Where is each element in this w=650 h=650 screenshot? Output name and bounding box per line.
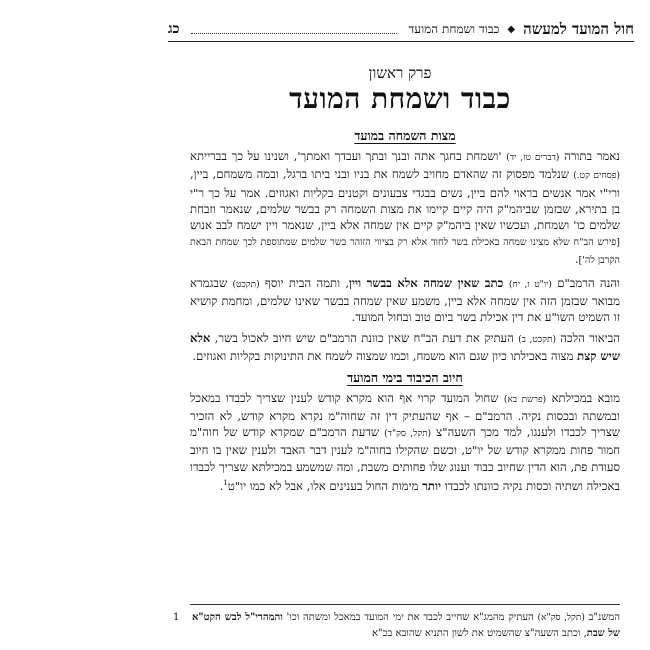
bold-text: אלא שיש קצת (190, 331, 620, 364)
text-run: שדעת הרמב"ם שמקרא קודש של חוה"מ חמור פחות ממקרא קודש של יו"ט, וכשם שהקילו בחוה"מ לענין דבר האבד ולענין שאין בו חיוב סעודת פת, הוא הדין שחיוב כבוד וענוג שלו פחותים משבת, ומה שמשמע במכילתא שצריך לכבדו באכילה ושתיה וכסות נקיה כוונתו לכבדו (190, 425, 620, 493)
paragraph (190, 275, 620, 326)
page-number: כג (168, 20, 180, 37)
text-run: שחול המועד קרוי אף הוא מקרא קודש לענין שצריך לכבדו במאכל ובמשתה ובכסות נקיה. הרמב"ם – אף שהעתיק דין זה שחוה"מ נקרא מקרא קודש, לא הזכיר שצריך לכבדו ולענגו, למד מכך השעה"צ (190, 390, 620, 440)
section-heading: מצות השמחה במועד (354, 128, 456, 143)
main-text-column (190, 124, 620, 499)
footnote-rule (190, 604, 620, 605)
text-run: העתיק את דעת הב"ח שאין כוונת הרמב"ם שיש חיוב לאכול בשר, (210, 331, 519, 346)
running-title: חול המועד למעשה (523, 19, 634, 38)
running-header (168, 18, 634, 40)
footnote-number: 1 (173, 612, 180, 623)
text-run: (תקל, סק"א) (537, 613, 585, 623)
header-rule (168, 41, 634, 42)
paragraph (190, 390, 620, 494)
text-run: והנה הרמב"ם (551, 275, 620, 290)
text-run: שנלמד מפסוק זה שהאדם מחויב לשמח את בניו ובני ביתו ברגל, ובמה משמחם, ביין, ורי"י אמר אנשים בראוי להם ביין, נשים בבגדי צבעונים וקטנים בקליות ואגוזים. אמר על כך ר"י בן בתירא, שבזמן שביהמ"ק היה קיים קיימו את מצות השמחה רק בבשר שלמים, שנאמר וזבחת שלמים כו' ושמחת, ועכשיו שאין ביהמ"ק קיים אין שמחה אלא ביין, שנאמר ויין ישמח לבב אנוש (190, 167, 620, 233)
paragraph (190, 330, 620, 364)
text-run: 'ושמחת בחגך אתה ובנך ובתך ועבדך ואמתך', ושנינו על כך בברייתא (190, 149, 507, 164)
text-run: . (219, 478, 224, 493)
chapter-title: כבוד ושמחת המועד (289, 82, 511, 115)
text-run: מצוה באכילתו כיון שגם הוא משמח, וכמו שמצוה לשמח את התינוקות בקליות ואגוזים. (192, 349, 578, 364)
text-run: [פירש הב"ח שלא מצינו שמחה באכילת בשר לחוד אלא רק בציווי הזוהר בשר שלמים שמתוספת לכך שמחת הבאת הקרבן לה'] (190, 237, 620, 267)
text-run: (פרשת בא) (503, 394, 547, 405)
bold-text: והמהרי"ל לבש הקט"א של שבת (192, 612, 620, 639)
footnote-text (192, 610, 620, 641)
text-run: מימות החול בענינים אלו, אבל לא כמו יו"ט (227, 478, 423, 493)
paragraph (190, 148, 620, 269)
chapter-number: פרק ראשון (368, 64, 432, 82)
footnote-marker[interactable]: 1 (223, 478, 228, 487)
text-run: (פסחים קט.) (573, 171, 620, 182)
text-run: המשנ"ב (584, 612, 621, 623)
text-run: נאמר בתורה (559, 149, 621, 164)
text-run: (תקכט) (232, 279, 260, 290)
bold-text: כתב שאין שמחה אלא בבשר ויין (349, 275, 509, 290)
text-run: . (574, 252, 579, 267)
text-run: שבגמרא מבואר שבזמן הזה אין שמחה אלא ביין, משמע שאין שמחה בבשר שאינו שלמים, ומחמת קושיא זו השמיט השו"ע את דין אכילת בשר ביום טוב ובחול המועד. (190, 275, 620, 325)
bold-text: יותר (422, 478, 442, 493)
text-run: , וכתב השעה"צ שהשמיט את לשון התניא שהובא בכ"א (371, 628, 587, 639)
text-run: מובא במכילתא (546, 390, 621, 405)
text-run: העתיק מהמג"א שחייב לכבד את ימי המועד במאכל ומשתה וכו' (282, 612, 538, 623)
dotted-leader (191, 25, 396, 34)
text-run: (תקל, סק"ד) (384, 429, 432, 440)
diamond-icon: ◆ (507, 23, 516, 35)
text-run: , ותמה הבית יוסף (259, 275, 350, 290)
text-run: (דברים טז, יד) (506, 153, 560, 164)
section-heading: חיוב הכיבוד בימי המועד (347, 369, 463, 385)
text-run: הביאור הלכה (555, 331, 620, 346)
text-run: (תקכט, ב) (518, 335, 556, 346)
text-run: (יו"ט ו, יח) (508, 279, 552, 290)
running-subtitle: כבוד ושמחת המועד (408, 21, 500, 36)
